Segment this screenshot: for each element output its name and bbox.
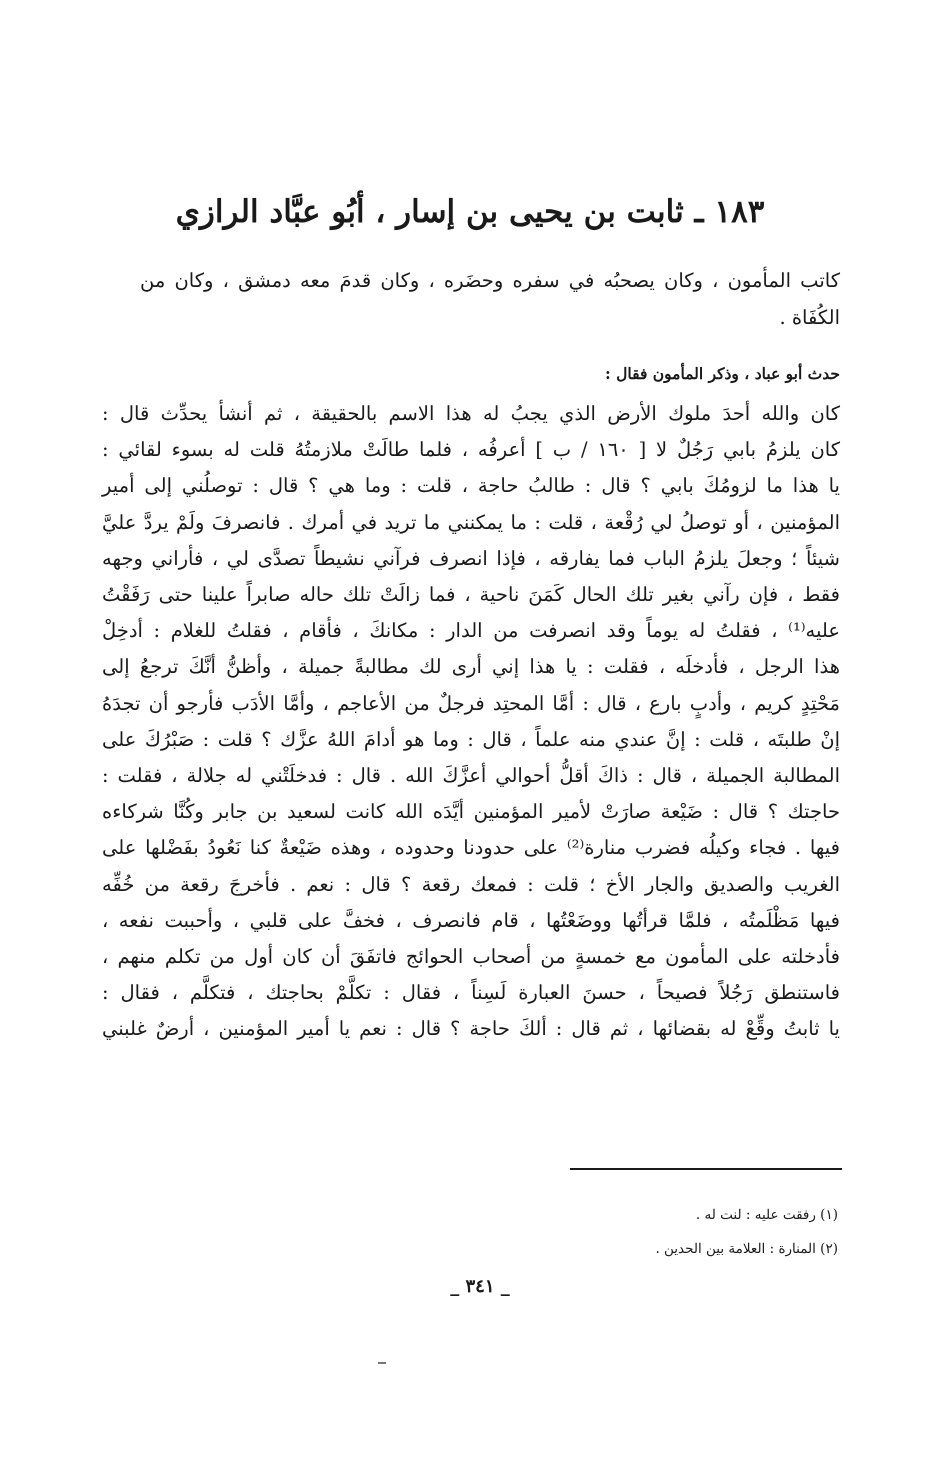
body-line: فاستنطق رَجُلاً فصيحاً ، حسنَ العبارة لَسِناً ، فقال : تكلَّمْ بحاجتك ، فتكلَّم ، فقال : bbox=[102, 981, 840, 1005]
biography-heading: ١٨٣ ـ ثابت بن يحيى بن إسار ، أبُو عبَّاد الرازي bbox=[175, 194, 765, 230]
narration-lead: حدث أبو عباد ، وذكر المأمون فقال : bbox=[605, 364, 840, 383]
body-line: المؤمنين ، أو توصلُ لي رُقْعة ، قلت : ما يمكنني ما تريد في أمرك . فانصرفَ ولَمْ يردَّ عليَّ bbox=[102, 510, 840, 534]
body-line: فيها مَظْلَمتُه ، فلمَّا قرأتُها ووضَعْتُها ، قام فانصرف ، فخفَّ على قلبي ، وأحببت نفعه ، bbox=[102, 908, 840, 932]
body-line: عليه⁽¹⁾ ، فقلتُ له يوماً وقد انصرفت من الدار : مكانكَ ، فأقام ، فقلتُ للغلام : أدخِلْ bbox=[102, 619, 840, 643]
body-line: فيها . فجاء وكيلُه فضرب منارة⁽²⁾ على حدودنا وحدوده ، وهذه ضَيْعةٌ كنا نَعُودُ بفَضْلها على bbox=[102, 836, 840, 860]
body-line: فقط ، فإن رآني بغير تلك الحال كَمَنَ ناحية ، فما زالَتْ تلك حاله صابراً علينا حتى رَفَقْتُ bbox=[102, 583, 840, 607]
narration-body bbox=[102, 396, 840, 1048]
body-line: الغريب والصديق والجار الأخ ؛ قلت : فمعك رقعة ؟ قال : نعم . فأخرجَ رقعة من خُفِّه bbox=[102, 872, 840, 896]
body-line: يا ثابتُ وقِّعْ له بقضائها ، ثم قال : ألكَ حاجة ؟ قال : نعم يا أمير المؤمنين ، أرضٌ غلبني bbox=[102, 1017, 840, 1041]
body-line: فأدخلته على المأمون مع خمسةٍ من أصحاب الحوائج فاتفَقَ أن كان أول من تكلم منهم ، bbox=[102, 945, 840, 969]
body-line: كان يلزمُ بابي رَجُلٌ لا [ ١٦٠ / ب ] أعرفُه ، فلما طالَتْ ملازمتُهُ قلت له بسوء لقائي : bbox=[102, 438, 840, 462]
body-line: هذا الرجل ، فأدخلَه ، فقلت : يا هذا إني أرى لك مطالبةً جميلة ، وأظنُّ أنَّكَ ترجعُ إلى bbox=[102, 655, 840, 679]
body-line: شيئاً ؛ وجعلَ يلزمُ الباب فما يفارقه ، فإذا انصرف فرآني نشيطاً تصدَّى لي ، فأراني وجهه bbox=[102, 546, 840, 570]
body-line: كان والله أحدَ ملوك الأرض الذي يجبُ له هذا الاسم بالحقيقة ، ثم أنشأ يحدِّث قال : bbox=[102, 402, 840, 425]
body-line: إنْ طلبتَه ، قلت : إنَّ عندي منه علماً ، قال : وما هو أدامَ اللهُ عزَّك ؟ قلت : صَبْرُكَ على bbox=[102, 727, 840, 751]
footnotes bbox=[438, 1198, 838, 1266]
footnote-2: (٢) المنارة : العلامة بين الحدين . bbox=[655, 1241, 838, 1257]
scan-speck bbox=[378, 1362, 386, 1364]
footnote-divider bbox=[570, 1168, 842, 1170]
footnote-1: (١) رفقت عليه : لنت له . bbox=[695, 1207, 838, 1223]
body-line: يا هذا ما لزومُكَ بابي ؟ قال : طالبُ حاجة ، قلت : وما هي ؟ قال : توصلُني إلى أمير bbox=[102, 474, 840, 498]
intro-paragraph: كاتب المأمون ، وكان يصحبُه في سفره وحضَره ، وكان قدمَ معه دمشق ، وكان من الكُفَاة . bbox=[140, 269, 840, 329]
body-line: حاجتك ؟ قال : ضَيْعة صارَتْ لأمير المؤمنين أيَّدَه الله كانت لسعيد بن جابر وكُنَّا شركاءه bbox=[102, 800, 840, 824]
body-line: مَحْتِدٍ كريم ، وأدبٍ بارع ، قال : أمَّا المحتِد فرجلٌ من الأعاجم ، وأمَّا الأدَب فأرجو أن تجدَهُ bbox=[102, 691, 840, 715]
page-number: _ ٣٤١ _ bbox=[450, 1276, 510, 1297]
body-line: المطالبة الجميلة ، قال : ذاكَ أقلُّ أحوالي أعزَّكَ الله . قال : فدخلَتْني له جلالة ، فقلت : bbox=[102, 764, 840, 788]
